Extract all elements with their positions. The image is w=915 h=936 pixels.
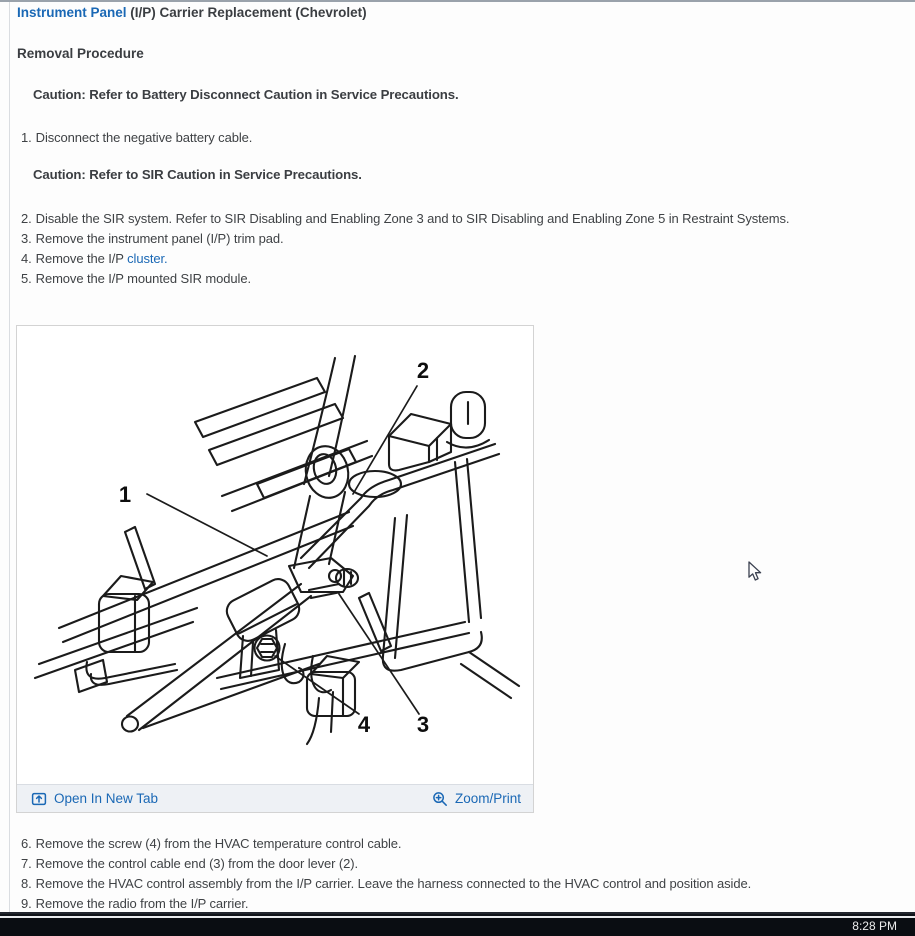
figure-toolbar: [17, 784, 533, 812]
step-item: [21, 229, 789, 249]
page-title-rest: (I/P) Carrier Replacement (Chevrolet): [126, 5, 367, 20]
step-text: Remove the control cable end (3) from the door lever (2).: [35, 856, 358, 871]
step-text: Remove the instrument panel (I/P) trim pad.: [35, 231, 284, 246]
taskbar-clock: 8:28 PM: [852, 919, 897, 933]
step-item: [21, 249, 789, 269]
callout-2: 2: [416, 358, 430, 383]
taskbar[interactable]: [0, 912, 915, 936]
callout-1: 1: [118, 482, 132, 507]
step-item: [21, 854, 751, 874]
step-list-2-5: [21, 209, 789, 289]
pane-top-border: [0, 0, 915, 2]
step-number: 5.: [21, 271, 32, 286]
step-number: 7.: [21, 856, 32, 871]
step-item: [21, 834, 751, 854]
step-item: [21, 209, 789, 229]
step-text: Remove the screw (4) from the HVAC temperature control cable.: [35, 836, 402, 851]
step-text: Remove the HVAC control assembly from the I/P carrier. Leave the harness connected to the HVAC control and position aside.: [35, 876, 752, 891]
step-item: [21, 269, 789, 289]
step-number: 3.: [21, 231, 32, 246]
instrument-panel-link[interactable]: Instrument Panel: [17, 5, 127, 20]
step-number: 9.: [21, 896, 32, 911]
pane-left-divider: [9, 2, 10, 912]
zoom-print-label: Zoom/Print: [454, 791, 521, 806]
cluster-link[interactable]: cluster.: [127, 251, 168, 266]
sir-caution-text: Caution: Refer to SIR Caution in Service Precautions.: [33, 167, 362, 182]
step-text: Remove the I/P mounted SIR module.: [35, 271, 251, 286]
step-list-6-9: [21, 834, 751, 914]
mouse-cursor: [748, 561, 765, 588]
step-number: 1.: [21, 130, 32, 145]
zoom-print-button[interactable]: [432, 791, 521, 807]
step-number: 4.: [21, 251, 32, 266]
step-number: 2.: [21, 211, 32, 226]
step-item: [21, 894, 751, 914]
removal-procedure-heading: Removal Procedure: [17, 46, 144, 61]
callout-3: 3: [416, 712, 430, 737]
step-number: 8.: [21, 876, 32, 891]
zoom-in-icon: [432, 791, 448, 807]
step-number: 6.: [21, 836, 32, 851]
open-in-new-tab-button[interactable]: [31, 791, 158, 807]
page-title: [17, 5, 367, 20]
step-text: Disconnect the negative battery cable.: [35, 130, 253, 145]
hvac-control-diagram: [17, 326, 533, 784]
step-list-1: [21, 128, 252, 148]
step-text: Remove the I/P: [35, 251, 128, 266]
battery-caution-text: Caution: Refer to Battery Disconnect Caution in Service Precautions.: [33, 87, 459, 102]
step-item: [21, 128, 252, 148]
open-in-new-tab-icon: [31, 791, 47, 807]
open-in-new-tab-label: Open In New Tab: [54, 791, 159, 806]
step-text: Disable the SIR system. Refer to SIR Disabling and Enabling Zone 3 and to SIR Disabling and Enabling Zone 5 in Restraint Systems.: [35, 211, 790, 226]
callout-4: 4: [357, 712, 371, 737]
diagram-figure: [16, 325, 534, 813]
step-item: [21, 874, 751, 894]
step-text: Remove the radio from the I/P carrier.: [35, 896, 249, 911]
